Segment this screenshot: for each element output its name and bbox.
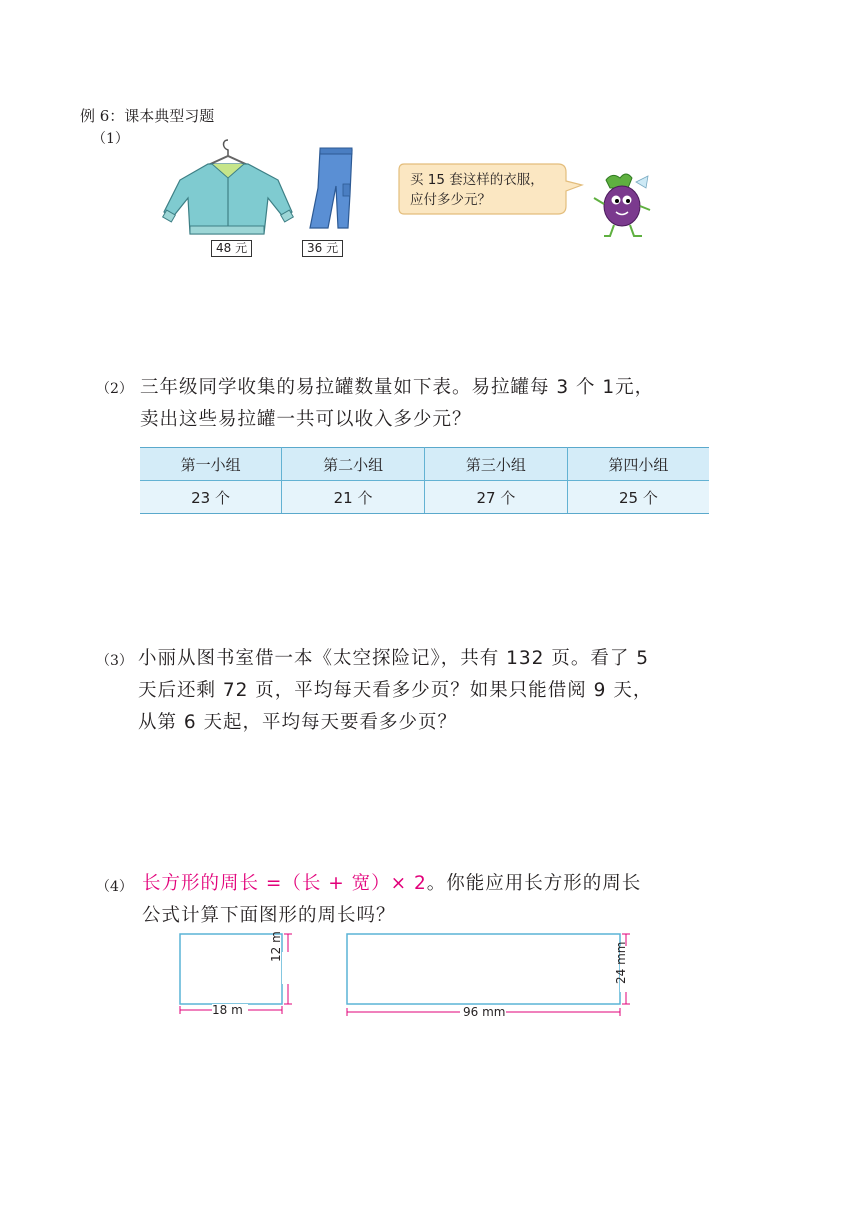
jacket-icon (163, 164, 294, 234)
table-header-cell: 第二小组 (282, 448, 425, 481)
bubble-line-1: 买 15 套这样的衣服， (410, 172, 544, 188)
table-header-cell: 第四小组 (567, 448, 709, 481)
question-3-line-1: 小丽从图书室借一本《太空探险记》，共有 132 页。看了 5 (138, 648, 649, 669)
perimeter-formula: 长方形的周长 =（长 + 宽）× 2 (142, 873, 427, 894)
rectangle-1 (180, 934, 282, 1004)
question-3-text (138, 643, 652, 739)
rectangle-2 (347, 934, 620, 1004)
bubble-line-2: 应付多少元？ (410, 192, 491, 208)
pants-icon (310, 148, 352, 228)
question-2-line-1: 三年级同学收集的易拉罐数量如下表。易拉罐每 3 个 1元， (140, 377, 655, 398)
question-4-number: （4） (96, 879, 133, 895)
rect-2-length-label: 96 mm (463, 1005, 506, 1019)
question-3-line-3: 从第 6 天起，平均每天要看多少页？ (138, 712, 458, 733)
pants-price-tag: 36 元 (302, 240, 343, 257)
table-header-cell: 第三小组 (424, 448, 567, 481)
table-cell: 21 个 (282, 481, 425, 514)
question-2-text (140, 372, 654, 436)
rect-2-width-label: 24 mm (614, 941, 628, 984)
table-row (140, 481, 709, 514)
table-cell: 25 个 (567, 481, 709, 514)
rect-1-length-label: 18 m (212, 1003, 243, 1017)
question-4-line-2: 公式计算下面图形的周长吗？ (142, 905, 396, 926)
question-3-number: （3） (96, 653, 133, 669)
question-2-number: （2） (96, 381, 133, 397)
question-4-line-1 (142, 868, 641, 900)
rect-1-width-label: 12 m (269, 931, 283, 962)
table-cell: 23 个 (140, 481, 282, 514)
table-header-row (140, 448, 709, 481)
question-1-number: （1） (92, 131, 129, 147)
question-3-line-2: 天后还剩 72 页，平均每天看多少页？如果只能借阅 9 天， (138, 680, 653, 701)
page-heading: 例 6：课本典型习题 (80, 107, 215, 125)
question-4-line-1-rest: 。你能应用长方形的周长 (426, 873, 642, 894)
hanger-icon (206, 140, 250, 166)
table-header-cell: 第一小组 (140, 448, 282, 481)
speech-bubble-text (410, 170, 544, 210)
jacket-price-tag: 48 元 (211, 240, 252, 257)
cans-table (140, 447, 709, 514)
eggplant-character-icon (592, 170, 656, 240)
table-cell: 27 个 (424, 481, 567, 514)
question-4-text (142, 868, 641, 932)
question-2-line-2: 卖出这些易拉罐一共可以收入多少元？ (140, 409, 472, 430)
